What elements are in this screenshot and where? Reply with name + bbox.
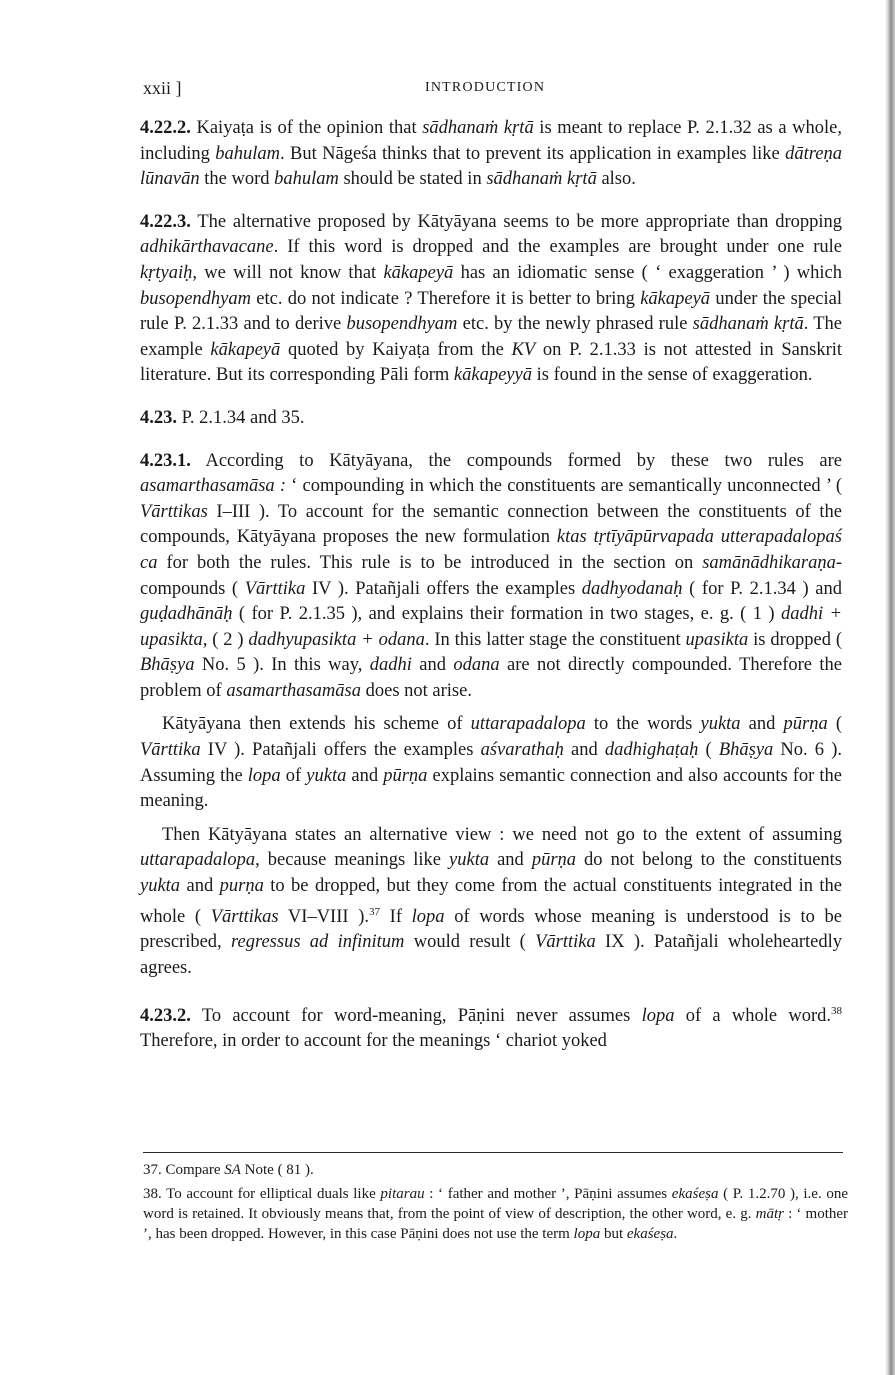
footnote-divider [143, 1152, 843, 1153]
text: Kātyāyana then extends his scheme of [162, 714, 471, 735]
text: No. 5 ). In this way, [194, 655, 370, 676]
term: asamarthasamāsa [226, 680, 361, 701]
term: Vārttika [244, 578, 306, 599]
term: uttarapadalopa [470, 714, 586, 735]
text: IV ). Patañjali offers the examples [200, 740, 481, 761]
term: sādhanaṁ kṛtā [422, 118, 534, 138]
text: VI–VIII ). [278, 906, 369, 927]
section-4-23 [140, 406, 842, 432]
term: pūrṇa [783, 714, 828, 735]
text: Then Kātyāyana states an alternative view : we need not go to the extent of assuming [162, 824, 842, 845]
term: ekaśeṣa [671, 1186, 719, 1202]
term: kākapeyā [383, 262, 454, 283]
term: guḍadhānāḥ [140, 604, 233, 625]
term: Vārttika [140, 740, 201, 761]
text: 38. To account for elliptical duals like [143, 1186, 381, 1202]
text: ( for P. 2.1.34 ) and [682, 578, 843, 599]
term: pitarau [380, 1186, 425, 1202]
term: ktas tṛtīyāpūrvapada utterapadalopaś ca [140, 527, 842, 573]
text: ( [827, 714, 842, 735]
text: etc. do not indicate ? Therefore it is better to bring [250, 288, 641, 309]
text: etc. by the newly phrased rule [457, 314, 693, 335]
term: kākapeyā [210, 339, 281, 360]
text: of words whose meaning is understood is to be prescribed, [140, 906, 842, 953]
term: Vārttika [535, 932, 596, 953]
term: kākapeyyā [453, 365, 532, 386]
section-4-23-1 [140, 449, 842, 705]
text: ( for P. 2.1.35 ), and explains their formation in two stages, e. g. ( 1 ) [232, 604, 781, 625]
text: to be dropped, but they come from the actual constituents integrated in the whole ( [140, 876, 842, 927]
term: Vārttikas [210, 906, 279, 927]
section-number: 4.22.3. [140, 211, 191, 232]
text: Therefore, in order to account for the meanings ‘ chariot yoked [140, 1031, 607, 1052]
text: quoted by Kaiyaṭa from the [280, 339, 512, 360]
text: ( [698, 740, 719, 761]
text: Kaiyaṭa is of the opinion that [196, 118, 423, 138]
term: sādhanaṁ kṛtā [486, 169, 597, 190]
text: to the words [585, 714, 701, 735]
section-number: 4.22.2. [140, 118, 191, 138]
text: . In this latter stage the constituent [424, 629, 686, 650]
term: busopendhyam [346, 314, 458, 335]
text: has an idiomatic sense ( ‘ exaggeration ’ ) which [453, 262, 843, 283]
term: mātṛ [755, 1206, 784, 1222]
text: also. [596, 169, 636, 190]
text: for both the rules. This rule is to be introduced in the section on [157, 552, 703, 573]
text: ( P. 1.2.70 ), i.e. one word is retained. It obviously means that, from the point of view of description, the other word, e. g. [143, 1186, 849, 1222]
text: explains semantic connection and also accounts for the meaning. [140, 765, 842, 812]
footnote-ref-37: 37 [369, 905, 380, 918]
section-4-23-2 [140, 999, 842, 1055]
text: , ( 2 ) [202, 629, 249, 650]
term: kṛtyaiḥ [140, 262, 193, 283]
term: Bhāṣya [140, 655, 195, 676]
term: SA [224, 1162, 241, 1178]
text: . [673, 1226, 678, 1242]
term: yukta [449, 850, 490, 871]
term: busopendhyam [140, 288, 251, 309]
text: is dropped ( [748, 629, 843, 650]
text: on P. 2.1.33 is not attested in Sanskrit literature. But its corresponding Pāli form [140, 339, 843, 386]
running-header [143, 78, 843, 102]
term: bahulam [215, 143, 281, 164]
text: 37. Compare [143, 1162, 225, 1178]
page-edge-shadow [885, 0, 895, 1375]
text: -compounds ( [140, 552, 842, 599]
term: lopa [573, 1226, 601, 1242]
term: dadhighaṭaḥ [604, 740, 699, 761]
term: upasikta [685, 629, 749, 650]
text: . If this word is dropped and the examples are brought under one rule [273, 237, 842, 258]
term: samānādhikaraṇa [702, 552, 836, 573]
section-4-22-3 [140, 210, 842, 389]
text: are not directly compounded. Therefore the problem of [140, 655, 842, 701]
term: dadhi + upasikta [140, 604, 843, 650]
text: Note ( 81 ). [240, 1162, 314, 1178]
term: bahulam [274, 169, 339, 190]
text: and [563, 740, 605, 761]
section-4-22-2 [140, 116, 842, 193]
section-number: 4.23. [140, 407, 177, 428]
text: under the special rule P. 2.1.33 and to derive [140, 288, 842, 335]
term: pūrṇa [531, 850, 577, 871]
term: yukta [700, 714, 741, 735]
term: dadhi [369, 655, 412, 676]
term: odana [453, 655, 500, 676]
text: is meant to replace P. 2.1.32 as a whole, including [140, 118, 842, 164]
term: dātreṇa lūnavān [140, 143, 842, 190]
text: do not belong to the constituents [576, 850, 842, 871]
term: kākapeyā [640, 288, 711, 309]
term: yukta [140, 876, 181, 897]
term: sādhanaṁ kṛtā [692, 314, 804, 335]
text: and [489, 850, 532, 871]
text: is found in the sense of exaggeration. [531, 365, 813, 386]
text: , we will not know that [192, 262, 384, 283]
section-number: 4.23.2. [140, 1005, 191, 1026]
term: lopa [247, 765, 281, 786]
term: pūrṇa [383, 765, 428, 786]
text: No. 6 ). Assuming the [140, 740, 842, 786]
term: dadhyodanaḥ [581, 578, 683, 599]
text: ‘ compounding in which the constituents are semantically unconnected ’ ( [286, 476, 842, 497]
text: : ‘ mother ’, has been dropped. However, in this case Pāṇini does not use the term [143, 1206, 849, 1242]
text: , because meanings like [255, 850, 450, 871]
text: To account for word-meaning, Pāṇini never assumes [201, 1005, 642, 1026]
footnotes [143, 1160, 848, 1248]
term: asamarthasamāsa : [140, 476, 286, 497]
paragraph-uttarapadalopa [140, 712, 842, 814]
text: P. 2.1.34 and 35. [181, 407, 305, 428]
term: Bhāṣya [718, 740, 774, 761]
paragraph-alternative-view [140, 823, 842, 982]
text: IV ). Patañjali offers the examples [305, 578, 582, 599]
text: If [380, 906, 412, 927]
main-text [140, 116, 842, 1055]
term: lopa [411, 906, 445, 927]
text: and [346, 765, 384, 786]
footnote-38 [143, 1184, 848, 1244]
term: yukta [306, 765, 347, 786]
term: purṇa [219, 876, 264, 897]
text: The alternative proposed by Kātyāyana seems to be more appropriate than dropping [197, 211, 842, 232]
footnote-37 [143, 1160, 848, 1180]
term: aśvarathaḥ [480, 740, 564, 761]
term: adhikārthavacane [140, 237, 274, 258]
term: Vārttikas [140, 501, 208, 522]
text: the word [199, 169, 275, 190]
text: should be stated in [338, 169, 487, 190]
text: and [411, 655, 454, 676]
text: : ‘ father and mother ’, Pāṇini assumes [424, 1186, 672, 1202]
term: uttarapadalopa [140, 850, 256, 871]
text: . The example [140, 314, 842, 360]
text: and [740, 714, 784, 735]
text: According to Kātyāyana, the compounds formed by these two rules are [205, 450, 843, 471]
text: but [600, 1226, 627, 1242]
section-number: 4.23.1. [140, 450, 191, 471]
text: . But Nāgeśa thinks that to prevent its application in examples like [280, 143, 786, 164]
running-title: INTRODUCTION [425, 80, 546, 95]
term: dadhyupasikta + odana [248, 629, 425, 650]
term: lopa [641, 1005, 675, 1026]
text: I–III ). To account for the semantic connection between the constituents of the compounds, Kātyāyana proposes the new formulation [140, 501, 842, 548]
term: regressus ad infinitum [230, 932, 405, 953]
term: ekaśeṣa [626, 1226, 674, 1242]
text: of [280, 765, 307, 786]
term: KV [511, 339, 536, 360]
text: of a whole word. [674, 1005, 831, 1026]
text: would result ( [404, 932, 536, 953]
text: does not arise. [360, 680, 472, 701]
footnote-ref-38: 38 [831, 1004, 842, 1017]
text: IX ). Patañjali wholeheartedly agrees. [140, 932, 843, 978]
page-number: xxii ] [143, 78, 182, 98]
text: and [180, 876, 220, 897]
